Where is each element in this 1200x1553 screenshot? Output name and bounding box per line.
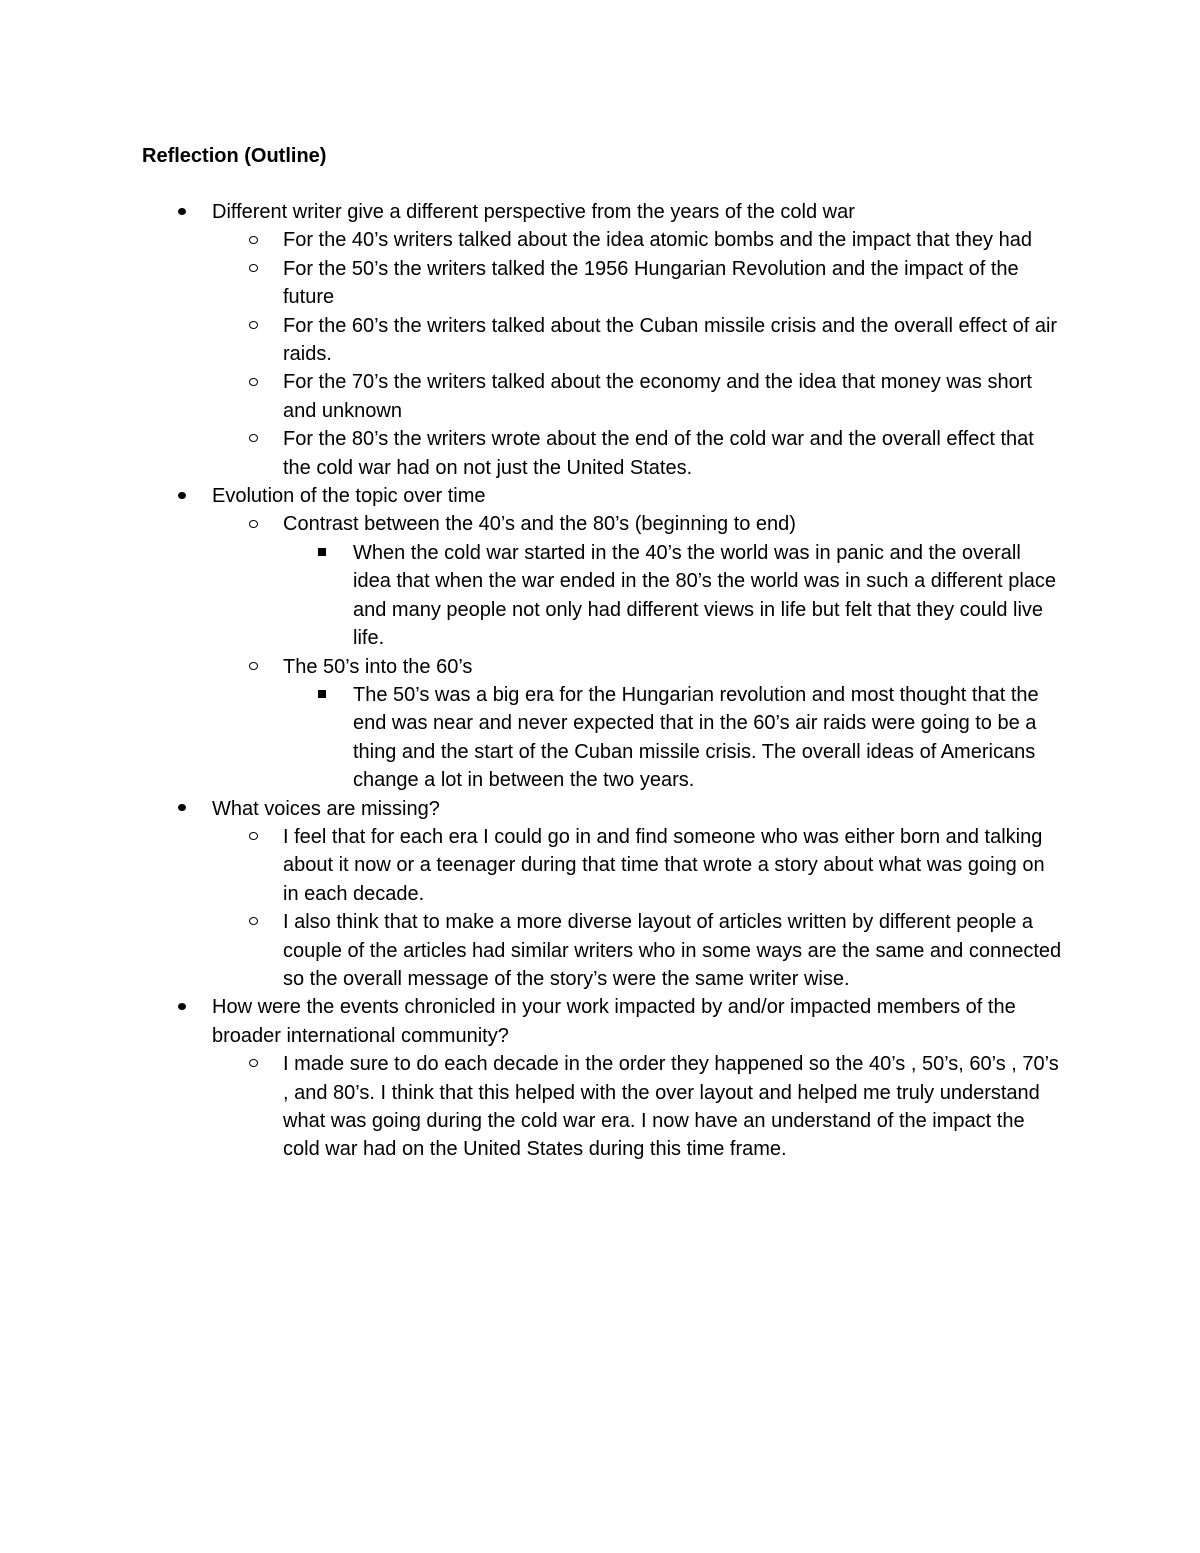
outline-item-level-2 (0, 653, 1063, 681)
hollow-circle-bullet-icon (249, 908, 258, 936)
outline-item-level-2 (0, 510, 1063, 538)
hollow-circle-bullet-icon (249, 368, 258, 396)
hollow-circle-bullet-icon (249, 425, 258, 453)
outline-item-level-2 (0, 368, 1063, 425)
document-title: Reflection (Outline) (142, 145, 327, 167)
outline-item-level-3 (0, 681, 1063, 795)
outline-item-level-1 (0, 482, 1060, 510)
outline-item-text: What voices are missing? (212, 797, 440, 820)
outline-item-text: I feel that for each era I could go in and find someone who was either born and talking about it now or a teenager during that time that wrote a story about what was going on in each decade. (283, 825, 1045, 905)
outline-item-text: Evolution of the topic over time (212, 485, 486, 508)
outline-item-text: For the 80’s the writers wrote about the end of the cold war and the overall effect that the cold war had on not just the United States. (283, 428, 1034, 479)
hollow-circle-bullet-icon (249, 255, 258, 283)
filled-circle-bullet-icon (178, 795, 186, 823)
hollow-circle-bullet-icon (249, 1050, 258, 1078)
outline-item-text: For the 40’s writers talked about the idea atomic bombs and the impact that they had (283, 229, 1032, 252)
outline-item-text: When the cold war started in the 40’s the world was in panic and the overall idea that when the war ended in the 80’s the world was in such a different place and many people not only had different views in life but felt that they could live life. (353, 541, 1057, 650)
filled-circle-bullet-icon (178, 993, 186, 1021)
outline-item-text: Contrast between the 40’s and the 80’s (beginning to end) (283, 513, 796, 536)
hollow-circle-bullet-icon (249, 312, 258, 340)
outline-item-text: I also think that to make a more diverse layout of articles written by different people a couple of the articles had similar writers who in some ways are the same and connected so the overall message of the story’s were the same writer wise. (283, 911, 1062, 990)
outline-item-level-1 (0, 993, 1060, 1050)
outline-item-text: For the 50’s the writers talked the 1956 Hungarian Revolution and the impact of the future (283, 257, 1019, 309)
outline-item-text: The 50’s into the 60’s (283, 655, 473, 678)
outline-item-level-3 (0, 539, 1063, 653)
outline-item-level-2 (0, 823, 1063, 908)
hollow-circle-bullet-icon (249, 226, 258, 254)
square-bullet-icon (318, 681, 326, 709)
outline-item-level-2 (0, 425, 1063, 482)
hollow-circle-bullet-icon (249, 653, 258, 681)
outline-item-level-2 (0, 312, 1063, 369)
outline-item-text: How were the events chronicled in your work impacted by and/or impacted members of the broader international community? (212, 996, 1016, 1047)
outline-item-level-2 (0, 226, 1063, 254)
outline-item-level-2 (0, 255, 1063, 312)
square-bullet-icon (318, 539, 326, 567)
filled-circle-bullet-icon (178, 198, 186, 226)
filled-circle-bullet-icon (178, 482, 186, 510)
hollow-circle-bullet-icon (249, 823, 258, 851)
outline-item-text: Different writer give a different perspective from the years of the cold war (212, 201, 855, 223)
outline-item-text: For the 70’s the writers talked about the economy and the idea that money was short and unknown (283, 371, 1032, 422)
hollow-circle-bullet-icon (249, 510, 258, 538)
outline-item-level-1 (0, 795, 1060, 823)
outline-list (0, 198, 1200, 1164)
outline-item-text: I made sure to do each decade in the order they happened so the 40’s , 50’s, 60’s , 70’s , and 80’s. I think that this helped with the over layout and helped me truly understand what was going during the cold war era. I now have an understand of the impact the cold war had on the United States during this time frame. (283, 1053, 1059, 1161)
outline-item-text: The 50’s was a big era for the Hungarian revolution and most thought that the end was near and never expected that in the 60’s air raids were going to be a thing and the start of the Cuban missile crisis. The overall ideas of Americans change a lot in between the two years. (353, 683, 1039, 792)
outline-item-level-1 (0, 198, 1060, 226)
outline-item-level-2 (0, 1050, 1063, 1164)
outline-item-text: For the 60’s the writers talked about the Cuban missile crisis and the overall effect of air raids. (283, 314, 1058, 366)
outline-item-level-2 (0, 908, 1063, 993)
